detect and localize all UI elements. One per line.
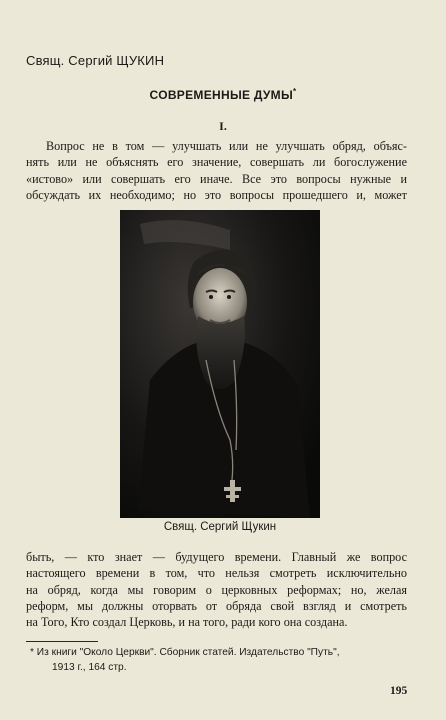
text-line: нять или не объяснять его значение, совершать ли богослужение — [26, 155, 407, 170]
text-line: на Того, Кто создал Церковь, и на того, ради кого она создана. — [26, 615, 348, 630]
page-number: 195 — [390, 685, 408, 697]
paragraph-continued — [26, 549, 407, 630]
text-line: быть, — кто знает — будущего времени. Главный же вопрос — [26, 550, 407, 564]
footnote-marker: * — [293, 87, 297, 96]
footnote-line: 1913 г., 164 стр. — [52, 661, 127, 673]
author-heading: Свящ. Сергий ЩУКИН — [26, 53, 165, 68]
portrait-photo — [120, 210, 320, 518]
portrait-image — [120, 210, 320, 518]
section-number: I. — [219, 119, 227, 133]
article-title-text: СОВРЕМЕННЫЕ ДУМЫ — [149, 88, 294, 102]
footnote-divider — [26, 641, 98, 642]
text-line: на обряд, когда мы говорим о церковных реформах; но, желая — [26, 582, 407, 597]
text-line: «истово» или совершать его иначе. Все это вопросы нужные и — [26, 171, 407, 186]
footnote-line: * Из книги "Около Церкви". Сборник статей. Издательство "Путь", — [30, 647, 340, 658]
text-line: обсуждать их необходимо; но это вопросы прошедшего и, может — [26, 187, 407, 202]
footnote — [30, 646, 410, 675]
text-line: Вопрос не в том — улучшать или не улучшать обряд, объяс- — [46, 139, 407, 153]
photo-caption: Свящ. Сергий Щукин — [163, 521, 277, 533]
text-line: настоящего времени в том, что нельзя смотреть исключительно — [26, 566, 407, 581]
text-line: реформ, мы должны оторвать от обряда свой взгляд и смотреть — [26, 598, 407, 613]
paragraph-intro — [26, 138, 407, 203]
article-title — [0, 87, 446, 102]
